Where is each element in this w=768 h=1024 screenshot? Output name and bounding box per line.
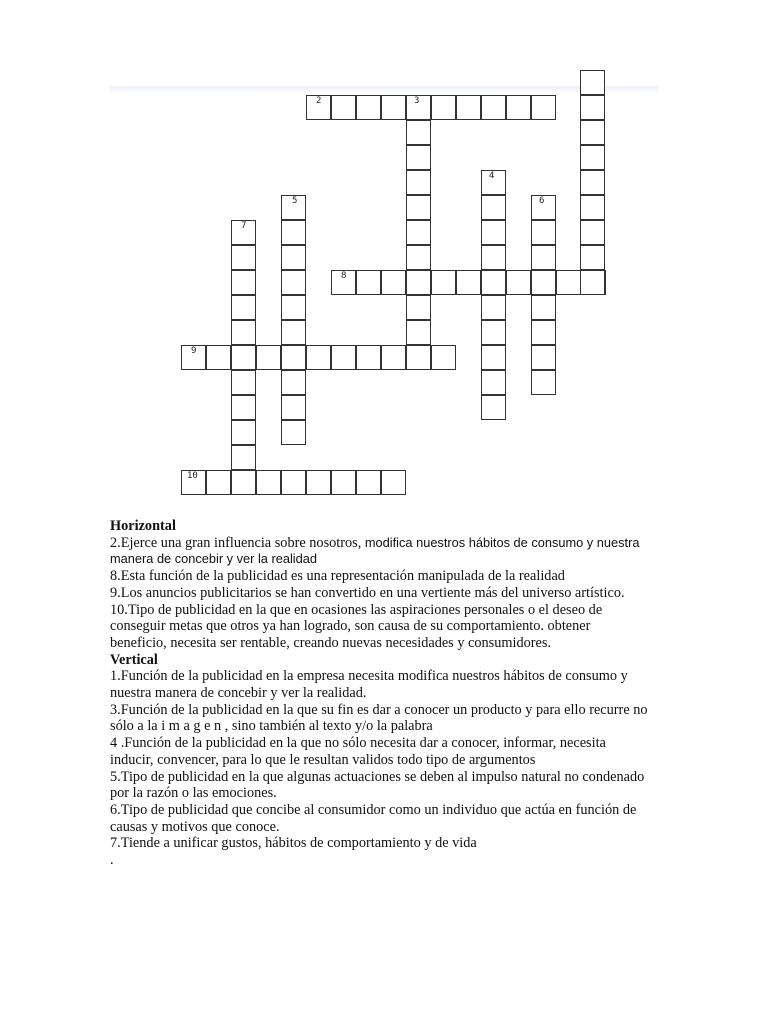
clue-number-9: 9: [191, 346, 197, 356]
crossword-cell[interactable]: [456, 270, 481, 295]
crossword-cell[interactable]: [281, 470, 306, 495]
crossword-cell[interactable]: [580, 145, 605, 170]
crossword-cell[interactable]: [281, 420, 306, 445]
crossword-cell[interactable]: [580, 95, 605, 120]
crossword-cell[interactable]: [281, 295, 306, 320]
clue-number-8: 8: [341, 271, 347, 281]
crossword-cell[interactable]: [481, 295, 506, 320]
horizontal-heading: Horizontal: [110, 518, 176, 534]
crossword-cell[interactable]: [281, 320, 306, 345]
crossword-cell[interactable]: [481, 270, 506, 295]
crossword-cell[interactable]: [406, 245, 431, 270]
crossword-cell[interactable]: [231, 370, 256, 395]
clue-number-7: 7: [241, 221, 247, 231]
crossword-cell[interactable]: [431, 270, 456, 295]
crossword-cell[interactable]: [256, 345, 281, 370]
crossword-cell[interactable]: [506, 95, 531, 120]
clue-h10: 10.Tipo de publicidad en la que en ocasiones las aspiraciones personales o el deseo de conseguir metas que otros ya han logrado, son causa de su comportamiento. obtener beneficio, necesita ser rentable, creando nuevas necesidades y consumidores.: [110, 601, 603, 651]
crossword-cell[interactable]: [406, 120, 431, 145]
crossword-cell[interactable]: [281, 245, 306, 270]
crossword-cell[interactable]: [481, 195, 506, 220]
crossword-cell[interactable]: [531, 270, 556, 295]
clue-h2-part2: modifica nuestros hábitos de consumo y nuestra manera de concebir y ver la realidad: [110, 534, 640, 567]
clue-number-10: 10: [187, 471, 198, 481]
crossword-cell[interactable]: [356, 345, 381, 370]
crossword-cell[interactable]: [281, 395, 306, 420]
crossword-cell[interactable]: [356, 470, 381, 495]
crossword-cell[interactable]: [580, 70, 605, 95]
crossword-cell[interactable]: [431, 95, 456, 120]
vertical-heading: Vertical: [110, 651, 158, 668]
crossword-cell[interactable]: [231, 320, 256, 345]
crossword-cell[interactable]: [481, 220, 506, 245]
crossword-cell[interactable]: [406, 195, 431, 220]
crossword-cell[interactable]: [381, 345, 406, 370]
crossword-cell[interactable]: [580, 195, 605, 220]
crossword-cell[interactable]: [231, 295, 256, 320]
clue-v4: 4 .Función de la publicidad en la que no sólo necesita dar a conocer, informar, necesita inducir, convencer, para lo que le resultan validos todo tipo de argumentos: [110, 735, 606, 768]
crossword-cell[interactable]: [556, 270, 581, 295]
clue-h2: [110, 535, 650, 568]
crossword-cell[interactable]: [580, 270, 605, 295]
crossword-cell[interactable]: [281, 270, 306, 295]
crossword-cell[interactable]: [206, 470, 231, 495]
crossword-cell[interactable]: [406, 220, 431, 245]
crossword-cell[interactable]: [531, 345, 556, 370]
crossword-cell[interactable]: [580, 220, 605, 245]
crossword-cell[interactable]: [356, 95, 381, 120]
crossword-grid: [0, 0, 768, 510]
clues-section: [110, 518, 650, 869]
crossword-cell[interactable]: [231, 245, 256, 270]
crossword-cell[interactable]: [481, 245, 506, 270]
crossword-cell[interactable]: [531, 95, 556, 120]
crossword-cell[interactable]: [481, 395, 506, 420]
crossword-cell[interactable]: [331, 470, 356, 495]
clue-h2-part1: 2.Ejerce una gran influencia sobre nosotros,: [110, 534, 365, 551]
crossword-cell[interactable]: [306, 470, 331, 495]
crossword-cell[interactable]: [481, 345, 506, 370]
crossword-cell[interactable]: [506, 270, 531, 295]
crossword-cell[interactable]: [406, 320, 431, 345]
crossword-cell[interactable]: [580, 170, 605, 195]
crossword-cell[interactable]: [531, 370, 556, 395]
crossword-cell[interactable]: [431, 345, 456, 370]
crossword-cell[interactable]: [331, 345, 356, 370]
crossword-cell[interactable]: [281, 370, 306, 395]
clue-h9: 9.Los anuncios publicitarios se han convertido en una vertiente más del universo artístico.: [110, 584, 625, 601]
crossword-cell[interactable]: [406, 295, 431, 320]
crossword-cell[interactable]: [231, 420, 256, 445]
clue-h8: 8.Esta función de la publicidad es una representación manipulada de la realidad: [110, 568, 565, 585]
crossword-cell[interactable]: [481, 95, 506, 120]
crossword-cell[interactable]: [231, 345, 256, 370]
crossword-cell[interactable]: [381, 470, 406, 495]
clue-v5: 5.Tipo de publicidad en la que algunas actuaciones se deben al impulso natural no condenado por la razón o las emociones.: [110, 768, 645, 802]
clue-number-3: 3: [414, 96, 420, 106]
crossword-cell[interactable]: [231, 395, 256, 420]
crossword-cell[interactable]: [456, 95, 481, 120]
crossword-cell[interactable]: [481, 370, 506, 395]
clue-v6: 6.Tipo de publicidad que concibe al consumidor como un individuo que actúa en función de causas y motivos que conoce.: [110, 801, 637, 835]
crossword-cell[interactable]: [331, 95, 356, 120]
crossword-cell[interactable]: [531, 220, 556, 245]
crossword-cell[interactable]: [281, 345, 306, 370]
clue-number-5: 5: [292, 196, 298, 206]
crossword-cell[interactable]: [306, 345, 331, 370]
clue-v1: 1.Función de la publicidad en la empresa necesita modifica nuestros hábitos de consumo y nuestra manera de concebir y ver la realidad.: [110, 668, 628, 702]
crossword-cell[interactable]: [531, 245, 556, 270]
clue-number-2: 2: [316, 96, 322, 106]
crossword-cell[interactable]: [406, 145, 431, 170]
crossword-cell[interactable]: [406, 345, 431, 370]
crossword-cell[interactable]: [406, 270, 431, 295]
crossword-cell[interactable]: [281, 220, 306, 245]
trailing-dot: .: [110, 852, 114, 869]
crossword-cell[interactable]: [206, 345, 231, 370]
crossword-cell[interactable]: [406, 170, 431, 195]
clue-number-4: 4: [489, 171, 495, 181]
crossword-cell[interactable]: [381, 270, 406, 295]
crossword-cell[interactable]: [580, 245, 605, 270]
crossword-cell[interactable]: [356, 270, 381, 295]
crossword-cell[interactable]: [580, 120, 605, 145]
clue-number-6: 6: [539, 196, 545, 206]
clue-v7: 7.Tiende a unificar gustos, hábitos de comportamiento y de vida: [110, 835, 477, 852]
crossword-cell[interactable]: [531, 295, 556, 320]
crossword-cell[interactable]: [231, 445, 256, 470]
clue-v3: 3.Función de la publicidad en la que su fin es dar a conocer un producto y para ello recurre no sólo a la i m a g e n , sino también al texto y/o la palabra: [110, 701, 648, 735]
crossword-cell[interactable]: [531, 320, 556, 345]
crossword-cell[interactable]: [231, 470, 256, 495]
crossword-cell[interactable]: [231, 270, 256, 295]
crossword-cell[interactable]: [381, 95, 406, 120]
crossword-cell[interactable]: [481, 320, 506, 345]
crossword-cell[interactable]: [256, 470, 281, 495]
